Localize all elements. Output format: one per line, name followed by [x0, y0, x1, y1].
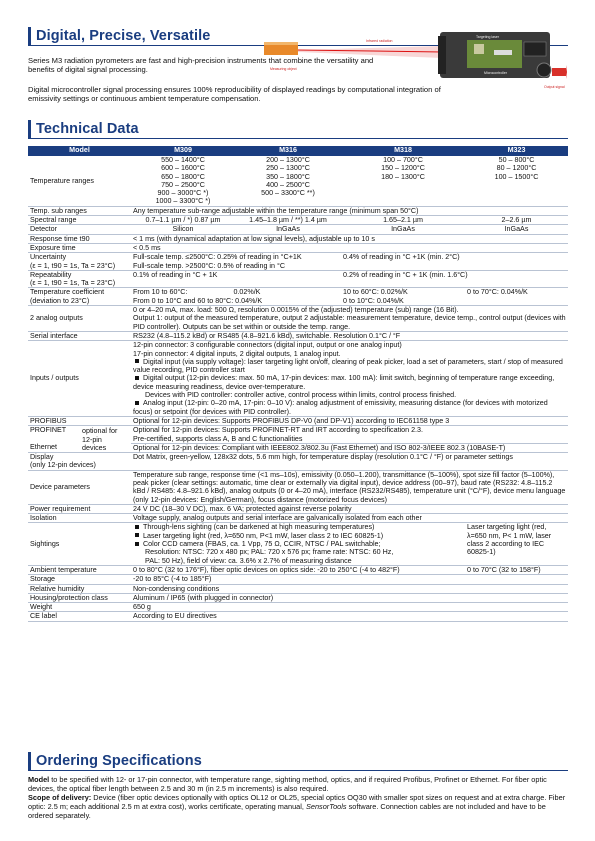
- intro-paragraph-2: Digital microcontroller signal processing ensures 100% reproducibility of displayed readings by computational integration of emissivity settings or continuous ambient temperature compensation.: [28, 85, 441, 104]
- ordering-text: [28, 775, 568, 820]
- table-row: Relative humidity Non-condensing conditions: [28, 584, 568, 593]
- table-row: CE label According to EU directives: [28, 612, 568, 621]
- table-row: Power requirement 24 V DC (18–30 V DC), max. 6 VA; protected against reverse polarity: [28, 504, 568, 513]
- table-row: Ambient temperature 0 to 80°C (32 to 176°F), fiber optic devices on optics side: -20 to 250°C (-4 to 482°F) 0 to 70°C (32 to 158°F): [28, 565, 568, 574]
- table-row: Temperature ranges 550 – 1400°C 600 – 1600°C 650 – 1800°C 750 – 2500°C 900 – 3000°C *) 1000 – 3300°C *) 200 – 1300°C 250 – 1300°C 350 – 1800°C 400 – 2500°C 500 – 3300°C **) 100 – 700°C 150 – 1200°C 180 – 1300°C 50 – 800°C 80 – 1200°C 100 – 1500°C: [28, 156, 568, 206]
- measuring-object-icon: [264, 44, 298, 55]
- table-row: Storage -20 to 85°C (-4 to 185°F): [28, 575, 568, 584]
- table-row: Weight 650 g: [28, 603, 568, 612]
- svg-text:Infrared radiation: Infrared radiation: [366, 39, 393, 43]
- pyrometer-illustration: [262, 28, 567, 112]
- svg-text:Targeting laser: Targeting laser: [476, 35, 499, 39]
- table-row: Inputs / outputs 12-pin connector: 3 configurable connectors (digital input, output or one analog input) 17-pin connector: 4 digital inputs, 2 digital outputs, 1 analog input. Digital input (via supply voltage): laser targeting light on/off, clearing of peak picker, load a set of parameters, start / stop of measured value recording, PID controller start Digital output (12-pin devices: max. 50 mA, 17-pin devices: max. 100 mA): limit switch, beginning of temperature range exceeding, device measuring readiness, device over-temperature. Devices with PID controller: controller active, control process within limits, control process finished. Analog input (12-pin: 0–20 mA, 17-pin: 0–10 V): analog adjustment of emissivity, measuring distance (for devices with motorized focus) or setpoint (for devices with PID controller).: [28, 341, 568, 417]
- table-row: Temperature coefficient (deviation to 23°C) From 10 to 60°C: 0.02%/K From 0 to 10°C and 60 to 80°C: 0.04%/K 10 to 60°C: 0.02%/K 0 to 10°C: 0.04%/K 0 to 70°C: 0.04%/K: [28, 288, 568, 306]
- bullet-icon: [135, 533, 139, 537]
- technical-data-table: [28, 146, 568, 622]
- output-arrow-icon: [552, 65, 567, 79]
- table-row: Display (only 12-pin devices) Dot Matrix, green-yellow, 128x32 dots, 5.6 mm high, for temperature display (resolution 0.1°C / °F) or parameter settings: [28, 453, 568, 471]
- table-row: Temp. sub ranges Any temperature sub-range adjustable within the temperature range (minimum span 50°C): [28, 206, 568, 215]
- table-header-row: Model M309 M316 M318 M323: [28, 146, 568, 156]
- ordering-model-paragraph: Model to be specified with 12- or 17-pin connector, with temperature range, sighting method, optics, and if required Profibus, Profinet or Ethernet. For fiber optic devices, the optical fiber length between 2.5 and 30 m (in 2.5 m increments) is also required.: [28, 775, 547, 794]
- table-row: 2 analog outputs 0 or 4–20 mA, max. load: 500 Ω, resolution 0.0015% of the (adjusted) temperature (sub) range (16 Bit). Output 1: output of the measured temperature, output 2 adjustable: measurement temperature, device temp., control output (devices with PID controller). Outputs can be set within or outside the temp. range.: [28, 306, 568, 332]
- ordering-scope-paragraph: Scope of delivery: Device (fiber optic devices optionally with optics OL12 or OL25, special optics OQ30 with smaller spot sizes on request and at extra charge. Fiber optic: 2.5 m; each additional 2.5 m at extra cost), works certificate, operating manual, SensorTools software. Connection cables are not included and have to be ordered separately.: [28, 793, 566, 821]
- section-title-digital: Digital, Precise, Versatile: [28, 27, 568, 46]
- table-row: Repeatability (ε = 1, t90 = 1s, Ta = 23°C) 0.1% of reading in °C + 1K 0.2% of reading in °C + 1K (min. 1.6°C): [28, 270, 568, 288]
- section-title-technical: Technical Data: [28, 120, 568, 139]
- section-title-ordering: Ordering Specifications: [28, 752, 568, 771]
- table-row: Uncertainty (ε = 1, t90 = 1s, Ta = 23°C) Full-scale temp. ≤2500°C: 0.25% of reading in °C+1K Full-scale temp. >2500°C: 0.5% of reading in °C 0.4% of reading in °C +1K (min. 2°C): [28, 253, 568, 271]
- table-row: Isolation Voltage supply, analog outputs and serial interface are galvanically isolated from each other: [28, 514, 568, 523]
- intro-paragraph-1: Series M3 radiation pyrometers are fast and high-precision instruments that combine the versatility and benefits of digital signal processing.: [28, 56, 374, 75]
- table-row: Exposure time < 0.5 ms: [28, 243, 568, 252]
- svg-text:Output signal: Output signal: [544, 85, 565, 89]
- bullet-icon: [135, 359, 139, 363]
- table-row: Housing/protection class Aluminum / IP65 (with plugged in connector): [28, 593, 568, 602]
- table-row: PROFIBUS Optional for 12-pin devices: Supports PROFIBUS DP-V0 (and DP-V1) according to IEC61158 type 3: [28, 416, 568, 425]
- table-row: Response time t90 < 1 ms (with dynamical adaptation at low signal levels), adjustable up to 10 s: [28, 234, 568, 243]
- table-row: Spectral range 0.7–1.1 µm / *) 0.87 µm 1.45–1.8 µm / **) 1.4 µm 1.65–2.1 µm 2–2.6 µm: [28, 216, 568, 225]
- table-row: Detector Silicon InGaAs InGaAs InGaAs: [28, 225, 568, 234]
- bullet-icon: [135, 542, 139, 546]
- bullet-icon: [135, 401, 139, 405]
- svg-text:Microcontroller: Microcontroller: [484, 71, 507, 75]
- table-row: Serial interface RS232 (4.8–115.2 kBd) or RS485 (4.8–921.6 kBd), switchable. Resolution 0.1°C / °F: [28, 331, 568, 340]
- svg-text:Measuring object: Measuring object: [270, 67, 297, 71]
- bullet-icon: [135, 525, 139, 529]
- table-row: Sightings Through-lens sighting (can be darkened at high measuring temperatures) Laser targeting light (red, λ=650 nm, P<1 mW, laser class 2 to IEC 60825-1) Color CCD camera (FBAS, ca. 1 Vpp, 75 Ω, CCIR, NTSC / PAL switchable; Resolution: NTSC: 720 x 480 px; PAL: 720 x 576 px; frame rate: NTSC: 60 Hz, PAL: 50 Hz), field of view: ca. 3.6% x 2.7% of measuring distance Laser targeting light (red, λ=650 nm, P< 1 mW, laser class 2 according to IEC 60825-1): [28, 523, 568, 565]
- table-row: Device parameters Temperature sub range, response time (<1 ms–10s), emissivity (0.050–1.200), transmittance (5–100%), spot size fill factor (5–100%), peak picker (clear settings: automatic, time clear or externally via digital input), device address (00–97), baud rate (RS232: 4.8–115.2 kBd / RS485: 4.8–921.6 kBd), analog outputs (0 or 4–20 mA), interface (RS232/RS485), temperature unit (°C/°F), device menu language (only 12-pin devices: English/German), focus distance (motorized focus devices): [28, 470, 568, 504]
- table-row: PROFINET Ethernet optional for 12-pin devices Optional for 12-pin devices: Supports PROFINET-RT and IRT according to specification 2.3. Pre-certified, supports class A, B and C functionalities Optional for 12-pin devices: Compliant with IEEE802.3/802.3u (Fast Ethernet) and ISO 802-3/IEEE 802.3 (10BASE-T): [28, 426, 568, 453]
- bullet-icon: [135, 376, 139, 380]
